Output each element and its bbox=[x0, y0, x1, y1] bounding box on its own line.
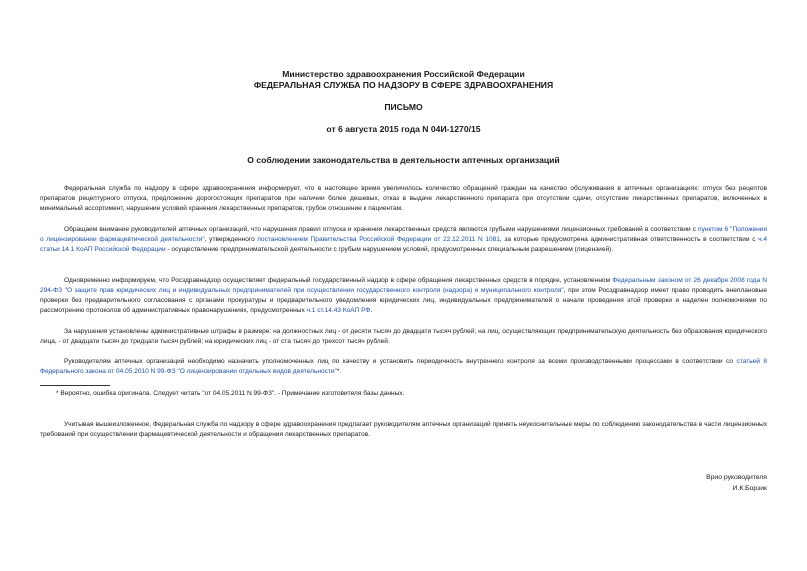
text-segment: , за которые предусмотрена административная ответственность в соответствии с bbox=[499, 236, 759, 243]
koap-14-1-link[interactable]: ч.4 статьи 14.1 КоАП Российской Федерации bbox=[40, 236, 768, 253]
document-type: ПИСЬМО bbox=[384, 102, 423, 112]
text-segment: Одновременно информируем, что Росздравнадзор осуществляет федеральный государственный надзор в сфере обращения лекарственных средств в порядке, установленном bbox=[64, 277, 613, 284]
government-decree-link[interactable]: постановлением Правительства Российской Федерации от 22.12.2011 N 1081 bbox=[257, 236, 500, 243]
signature-position: Врио руководителя bbox=[706, 474, 767, 481]
paragraph-1: Федеральная служба по надзору в сфере здравоохранения информирует, что в настоящее время увеличилось количество обращений граждан на качество обслуживания в аптечных организациях: отпуск без рецептов препаратов рецептурного отпуска, предложение дорогостоящих препаратов при наличии более дешевых, отказ в выдаче лекарственного препарата при отсутствии сдачи, отсутствие лекарственных препаратов, включенных в минимальный ассортимент, нарушение условий хранения лекарственных препаратов, грубое отношение к пациентам. bbox=[40, 185, 767, 212]
koap-14-43-link[interactable]: ч.1 ст.14.43 КоАП РФ bbox=[306, 307, 371, 314]
footnote: * Вероятно, ошибка оригинала. Следует читать "от 04.05.2011 N 99-ФЗ". - Примечание изготовителя базы данных. bbox=[56, 390, 405, 397]
text-segment: *. bbox=[336, 368, 342, 375]
text-segment: Обращаем внимание руководителей аптечных организаций, что нарушения правил отпуска и хранения лекарственных средств являются грубыми нарушениями лицензионных требований в соответствии с bbox=[64, 226, 699, 233]
document-subject: О соблюдении законодательства в деятельности аптечных организаций bbox=[247, 155, 560, 165]
paragraph-4: За нарушения установлены административные штрафы в размере: на должностных лиц - от десяти тысяч до двадцати тысяч рублей; на лиц, осуществляющих предпринимательскую деятельность без образования юридического лица, - от двадцати тысяч до тридцати тысяч рублей; на юридических лиц - от ста тысяч до трехсот тысяч рублей. bbox=[40, 328, 767, 345]
paragraph-2 bbox=[40, 225, 767, 255]
document-date-number: от 6 августа 2015 года N 04И-1270/15 bbox=[326, 124, 481, 134]
federal-law-294-link[interactable]: Федеральным законом от 26 декабря 2008 года N 294-ФЗ "О защите прав юридических лиц и индивидуальных предпринимателей при осуществлении государственного контроля (надзора) и муниципального контроля" bbox=[40, 277, 767, 294]
text-segment: , при этом Росздравнадзор имеет право проводить внеплановые проверки без предварительного согласования с органами прокуратуры и предварительного уведомления юридических лиц, индивидуальных предпринимателей о начале проведения этой проверки и наделен полномочиями по рассмотрению протоколов об административных правонарушениях, предусмотренных bbox=[40, 287, 767, 314]
license-regulation-link[interactable]: пунктом 6 "Положения о лицензировании фармацевтической деятельности" bbox=[40, 226, 768, 243]
service-name: ФЕДЕРАЛЬНАЯ СЛУЖБА ПО НАДЗОРУ В СФЕРЕ ЗДРАВООХРАНЕНИЯ bbox=[253, 80, 554, 90]
paragraph-5 bbox=[40, 357, 767, 377]
text-segment: - осуществление предпринимательской деятельности с грубым нарушением условий, предусмотренных специальным разрешением (лицензией). bbox=[165, 246, 614, 253]
footnote-divider bbox=[40, 385, 110, 386]
text-segment: , утвержденного bbox=[204, 236, 258, 243]
text-segment: Руководителям аптечных организаций необходимо назначить уполномоченных лиц по качеству и установить периодичность внутреннего контроля за всеми производственными процессами в соответствии со bbox=[64, 358, 737, 365]
text-segment: . bbox=[370, 307, 373, 314]
ministry-name: Министерство здравоохранения Российской Федерации bbox=[282, 69, 525, 79]
federal-law-99-link[interactable]: статьей 8 Федерального закона от 04.05.2010 N 99-ФЗ "О лицензировании отдельных видов деятельности" bbox=[40, 358, 767, 375]
paragraph-3 bbox=[40, 276, 767, 316]
paragraph-6: Учитывая вышеизложенное, Федеральная служба по надзору в сфере здравоохранения предлагает руководителям аптечных организаций принять неукоснительные меры по соблюдению законодательства в части лицензионных требований при осуществлении фармацевтической деятельности и обращения лекарственных препаратов. bbox=[40, 421, 767, 438]
signature-name: И.К.Борзик bbox=[732, 485, 767, 492]
